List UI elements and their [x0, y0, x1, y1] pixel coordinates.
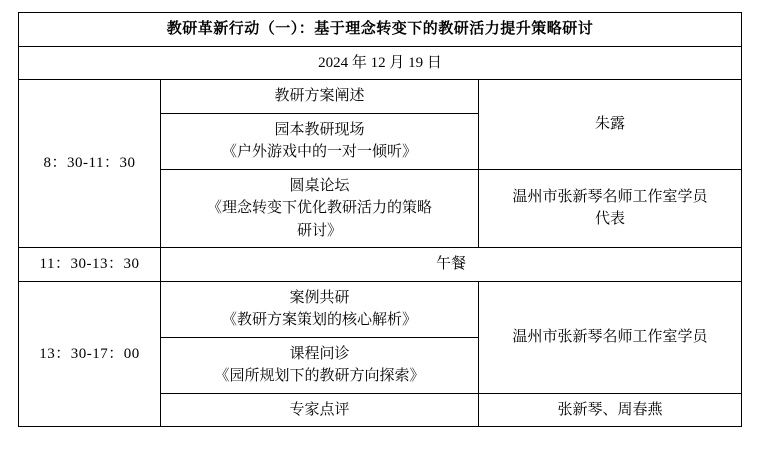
- table-row-title: [19, 13, 742, 47]
- session-content-morning-3: [161, 169, 479, 248]
- session-content-morning-3-line2: 《理念转变下优化教研活力的策略: [206, 200, 432, 216]
- time-slot-morning: 8：30-11：30: [19, 80, 161, 248]
- table-row-date: [19, 46, 742, 80]
- session-content-afternoon-2-line2: 《园所规划下的教研方向探索》: [214, 368, 425, 384]
- session-content-afternoon-2: [161, 337, 479, 393]
- session-person-afternoon-3: 张新琴、周春燕: [479, 393, 742, 427]
- session-person-morning-3: [479, 169, 742, 248]
- session-content-morning-2-line1: 园本教研现场: [274, 121, 365, 138]
- session-person-afternoon-1: 温州市张新琴名师工作室学员: [479, 281, 742, 393]
- session-content-afternoon-1: [161, 281, 479, 337]
- session-person-morning-3-line1: 温州市张新琴名师工作室学员: [512, 188, 708, 205]
- session-content-morning-3-line1: 圆桌论坛: [289, 177, 350, 194]
- session-content-afternoon-3: 专家点评: [161, 393, 479, 427]
- session-content-afternoon-1-line2: 《教研方案策划的核心解析》: [221, 312, 417, 328]
- table-row: [19, 80, 742, 114]
- session-content-morning-2-line2: 《户外游戏中的一对一倾听》: [221, 144, 417, 160]
- document-title: 教研革新行动（一）：基于理念转变下的教研活力提升策略研讨: [19, 13, 742, 47]
- session-content-afternoon-1-line1: 案例共研: [289, 289, 350, 306]
- session-person-morning-3-line2: 代表: [594, 211, 625, 228]
- document-date: 2024 年 12 月 19 日: [19, 46, 742, 80]
- session-person-morning-1: 朱露: [479, 80, 742, 170]
- session-content-lunch: 午餐: [161, 248, 742, 282]
- schedule-table: [18, 12, 742, 427]
- session-content-morning-2: [161, 113, 479, 169]
- time-slot-afternoon: 13：30-17：00: [19, 281, 161, 427]
- table-row: [19, 281, 742, 337]
- session-content-morning-3-line3: 研讨》: [296, 222, 342, 239]
- session-content-morning-1: 教研方案阐述: [161, 80, 479, 114]
- time-slot-lunch: 11：30-13：30: [19, 248, 161, 282]
- table-row-lunch: [19, 248, 742, 282]
- session-content-afternoon-2-line1: 课程问诊: [289, 345, 350, 362]
